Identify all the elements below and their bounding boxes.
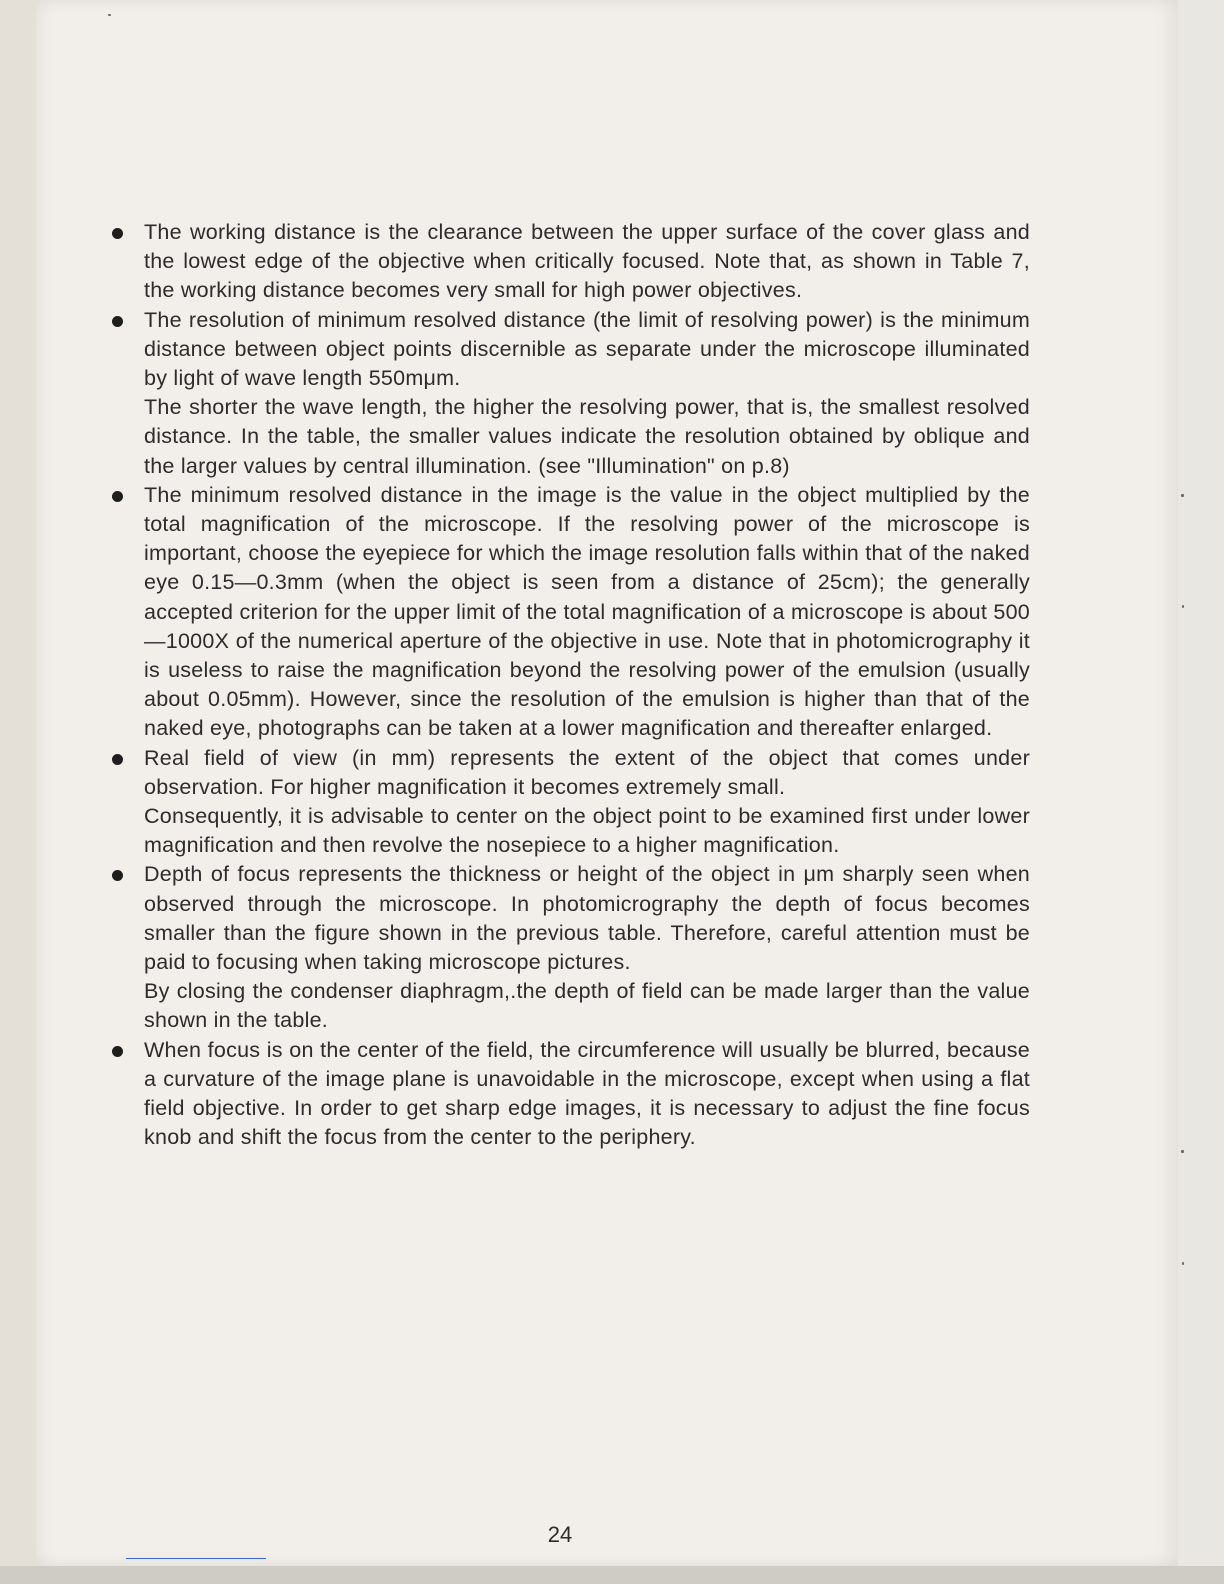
scan-link-underline	[126, 1558, 266, 1559]
bullet-paragraph: When focus is on the center of the field, the circumference will usually be blurred, because a curvature of the image plane is unavoidable in the microscope, except when using a flat field objective. In order to get sharp edge images, it is necessary to adjust the fine focus knob and shift the focus from the center to the periphery.	[144, 1037, 1030, 1150]
scan-edge-strip	[1178, 0, 1224, 1584]
bullet-paragraph: By closing the condenser diaphragm,.the depth of field can be made larger than the value shown in the table.	[144, 979, 1030, 1033]
bullet-paragraph: The resolution of minimum resolved distance (the limit of resolving power) is the minimum distance between object points discernible as separate under the microscope illuminated by light of wave length 550mμm.	[144, 307, 1030, 391]
bullet-paragraph: The working distance is the clearance between the upper surface of the cover glass and the lowest edge of the objective when critically focused. Note that, as shown in Table 7, the working distance becomes very small for high power objectives.	[144, 220, 1030, 303]
bullet-dot-icon	[112, 870, 123, 881]
bullet-item-depth-of-focus	[108, 860, 1030, 1035]
bullet-dot-icon	[112, 228, 123, 239]
bullet-dot-icon	[112, 754, 123, 765]
bullet-item-working-distance	[108, 218, 1030, 306]
bullet-paragraph: Consequently, it is advisable to center on the object point to be examined first under lower magnification and then revolve the nosepiece to a higher magnification.	[144, 804, 1030, 858]
bullet-dot-icon	[112, 316, 123, 327]
page-number: 24	[547, 1522, 573, 1547]
bullet-dot-icon	[112, 1046, 123, 1057]
bullet-item-resolution	[108, 306, 1030, 481]
bullet-paragraph: Real field of view (in mm) represents the extent of the object that comes under observation. For higher magnification it becomes extremely small.	[144, 745, 1030, 799]
bullet-list	[108, 218, 1030, 1153]
scan-bottom-edge	[0, 1566, 1224, 1584]
bullet-item-field-curvature	[108, 1036, 1030, 1153]
bullet-paragraph: The shorter the wave length, the higher the resolving power, that is, the smallest resolved distance. In the table, the smaller values indicate the resolution obtained by oblique and the larger values by central illumination. (see "Illumination" on p.8)	[144, 395, 1030, 478]
bullet-item-field-of-view	[108, 744, 1030, 861]
bullet-paragraph: Depth of focus represents the thickness or height of the object in μm sharply seen when observed through the microscope. In photomicrography the depth of focus becomes smaller than the figure shown in the previous table. Therefore, careful attention must be paid to focusing when taking microscope pictures.	[144, 862, 1030, 975]
bullet-paragraph: The minimum resolved distance in the image is the value in the object multiplied by the total magnification of the microscope. If the resolving power of the microscope is important, choose the eyepiece for which the image resolution falls within that of the naked eye 0.15—0.3mm (when the object is seen from a distance of 25cm); the generally accepted criterion for the upper limit of the total magnification of a microscope is about 500—1000X of the numerical aperture of the objective in use. Note that in photomicrography it is useless to raise the magnification beyond the resolving power of the emulsion (usually about 0.05mm). However, since the resolution of the emulsion is higher than that of the naked eye, photographs can be taken at a lower magnification and thereafter enlarged.	[144, 482, 1030, 741]
bullet-item-image-resolved-distance	[108, 481, 1030, 744]
bullet-dot-icon	[112, 491, 123, 502]
